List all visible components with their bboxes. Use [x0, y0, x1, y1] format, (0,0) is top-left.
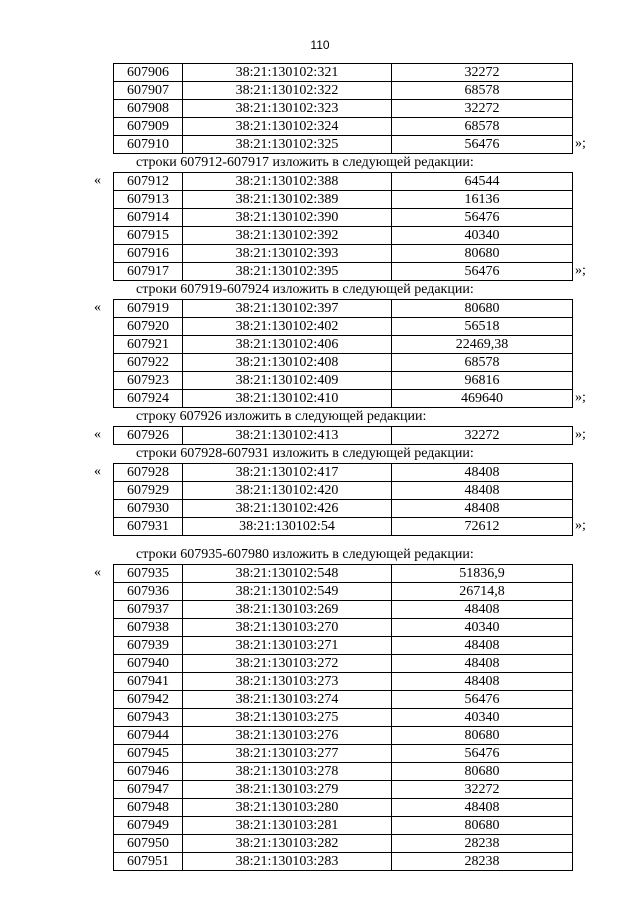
table-row [114, 245, 573, 263]
cadastral-number-cell: 38:21:130103:277 [183, 745, 392, 763]
row-id-cell: 607913 [114, 191, 183, 209]
value-cell: 56476 [392, 136, 573, 154]
value-cell: 56476 [392, 691, 573, 709]
row-id-cell: 607926 [114, 427, 183, 445]
page-number: 110 [310, 38, 330, 52]
table-row [114, 372, 573, 390]
table-row [114, 565, 573, 583]
table-row [114, 727, 573, 745]
quote-close-mark: »; [575, 518, 586, 533]
row-id-cell: 607916 [114, 245, 183, 263]
row-id-cell: 607920 [114, 318, 183, 336]
table-row [114, 136, 573, 154]
cadastral-number-cell: 38:21:130102:426 [183, 500, 392, 518]
cadastral-number-cell: 38:21:130103:270 [183, 619, 392, 637]
amendment-block [0, 445, 640, 536]
row-id-cell: 607950 [114, 835, 183, 853]
value-cell: 48408 [392, 500, 573, 518]
cadastral-number-cell: 38:21:130102:408 [183, 354, 392, 372]
row-id-cell: 607947 [114, 781, 183, 799]
table-row [114, 390, 573, 408]
cadastral-number-cell: 38:21:130103:273 [183, 673, 392, 691]
value-cell: 40340 [392, 227, 573, 245]
cadastral-number-cell: 38:21:130102:392 [183, 227, 392, 245]
row-id-cell: 607921 [114, 336, 183, 354]
value-cell: 48408 [392, 637, 573, 655]
table-row [114, 655, 573, 673]
table-row [114, 118, 573, 136]
cadastral-number-cell: 38:21:130102:417 [183, 464, 392, 482]
cadastral-number-cell: 38:21:130103:276 [183, 727, 392, 745]
value-cell: 68578 [392, 354, 573, 372]
row-id-cell: 607915 [114, 227, 183, 245]
table-row [114, 336, 573, 354]
table-row [114, 763, 573, 781]
register-table [113, 299, 573, 408]
row-id-cell: 607910 [114, 136, 183, 154]
value-cell: 28238 [392, 835, 573, 853]
value-cell: 51836,9 [392, 565, 573, 583]
row-id-cell: 607922 [114, 354, 183, 372]
cadastral-number-cell: 38:21:130102:389 [183, 191, 392, 209]
cadastral-number-cell: 38:21:130103:278 [183, 763, 392, 781]
value-cell: 80680 [392, 763, 573, 781]
value-cell: 48408 [392, 482, 573, 500]
cadastral-number-cell: 38:21:130103:279 [183, 781, 392, 799]
cadastral-number-cell: 38:21:130102:420 [183, 482, 392, 500]
value-cell: 32272 [392, 781, 573, 799]
table-row [114, 601, 573, 619]
row-id-cell: 607907 [114, 82, 183, 100]
amendment-block [0, 154, 640, 281]
cadastral-number-cell: 38:21:130103:280 [183, 799, 392, 817]
cadastral-number-cell: 38:21:130102:548 [183, 565, 392, 583]
table-row [114, 817, 573, 835]
quote-close-mark: »; [575, 390, 586, 405]
table-row [114, 781, 573, 799]
cadastral-number-cell: 38:21:130103:275 [183, 709, 392, 727]
amendment-heading: строки 607935-607980 изложить в следующей редакции: [136, 547, 474, 562]
cadastral-number-cell: 38:21:130102:406 [183, 336, 392, 354]
value-cell: 56518 [392, 318, 573, 336]
value-cell: 28238 [392, 853, 573, 871]
value-cell: 56476 [392, 263, 573, 281]
table-row [114, 799, 573, 817]
table-row [114, 300, 573, 318]
row-id-cell: 607909 [114, 118, 183, 136]
row-id-cell: 607945 [114, 745, 183, 763]
value-cell: 32272 [392, 100, 573, 118]
cadastral-number-cell: 38:21:130102:390 [183, 209, 392, 227]
quote-open-mark: « [94, 427, 101, 442]
table-row [114, 518, 573, 536]
row-id-cell: 607924 [114, 390, 183, 408]
row-id-cell: 607938 [114, 619, 183, 637]
value-cell: 469640 [392, 390, 573, 408]
value-cell: 40340 [392, 709, 573, 727]
row-id-cell: 607923 [114, 372, 183, 390]
value-cell: 48408 [392, 464, 573, 482]
register-table [113, 172, 573, 281]
cadastral-number-cell: 38:21:130102:413 [183, 427, 392, 445]
value-cell: 72612 [392, 518, 573, 536]
row-id-cell: 607914 [114, 209, 183, 227]
amendment-block [0, 281, 640, 408]
table-row [114, 482, 573, 500]
row-id-cell: 607931 [114, 518, 183, 536]
row-id-cell: 607951 [114, 853, 183, 871]
cadastral-number-cell: 38:21:130103:281 [183, 817, 392, 835]
table-row [114, 227, 573, 245]
row-id-cell: 607908 [114, 100, 183, 118]
value-cell: 80680 [392, 245, 573, 263]
row-id-cell: 607940 [114, 655, 183, 673]
cadastral-number-cell: 38:21:130102:323 [183, 100, 392, 118]
table-row [114, 82, 573, 100]
table-row [114, 263, 573, 281]
table-row [114, 673, 573, 691]
cadastral-number-cell: 38:21:130102:324 [183, 118, 392, 136]
table-row [114, 835, 573, 853]
row-id-cell: 607939 [114, 637, 183, 655]
row-id-cell: 607928 [114, 464, 183, 482]
cadastral-number-cell: 38:21:130103:283 [183, 853, 392, 871]
cadastral-number-cell: 38:21:130103:269 [183, 601, 392, 619]
document-content [0, 63, 640, 871]
register-table [113, 463, 573, 536]
amendment-heading: строки 607928-607931 изложить в следующей редакции: [136, 446, 474, 461]
amendment-heading: строки 607912-607917 изложить в следующей редакции: [136, 155, 474, 170]
value-cell: 80680 [392, 817, 573, 835]
value-cell: 48408 [392, 655, 573, 673]
table-row [114, 173, 573, 191]
table-row [114, 354, 573, 372]
quote-close-mark: »; [575, 263, 586, 278]
table-row [114, 318, 573, 336]
row-id-cell: 607919 [114, 300, 183, 318]
table-row [114, 709, 573, 727]
cadastral-number-cell: 38:21:130102:388 [183, 173, 392, 191]
amendment-block [0, 408, 640, 445]
cadastral-number-cell: 38:21:130102:321 [183, 64, 392, 82]
row-id-cell: 607949 [114, 817, 183, 835]
row-id-cell: 607935 [114, 565, 183, 583]
cadastral-number-cell: 38:21:130102:393 [183, 245, 392, 263]
quote-close-mark: »; [575, 427, 586, 442]
row-id-cell: 607917 [114, 263, 183, 281]
cadastral-number-cell: 38:21:130102:322 [183, 82, 392, 100]
quote-open-mark: « [94, 173, 101, 188]
row-id-cell: 607941 [114, 673, 183, 691]
value-cell: 32272 [392, 427, 573, 445]
table-row [114, 64, 573, 82]
row-id-cell: 607929 [114, 482, 183, 500]
row-id-cell: 607943 [114, 709, 183, 727]
table-row [114, 619, 573, 637]
cadastral-number-cell: 38:21:130102:397 [183, 300, 392, 318]
quote-open-mark: « [94, 464, 101, 479]
value-cell: 68578 [392, 82, 573, 100]
cadastral-number-cell: 38:21:130102:409 [183, 372, 392, 390]
cadastral-number-cell: 38:21:130102:549 [183, 583, 392, 601]
value-cell: 32272 [392, 64, 573, 82]
cadastral-number-cell: 38:21:130103:272 [183, 655, 392, 673]
table-row [114, 100, 573, 118]
row-id-cell: 607948 [114, 799, 183, 817]
table-row [114, 209, 573, 227]
amendment-block [0, 63, 640, 154]
quote-close-mark: »; [575, 136, 586, 151]
register-table [113, 426, 573, 445]
amendment-heading: строку 607926 изложить в следующей редакции: [136, 409, 427, 424]
cadastral-number-cell: 38:21:130102:402 [183, 318, 392, 336]
value-cell: 56476 [392, 209, 573, 227]
row-id-cell: 607944 [114, 727, 183, 745]
cadastral-number-cell: 38:21:130102:395 [183, 263, 392, 281]
cadastral-number-cell: 38:21:130103:274 [183, 691, 392, 709]
table-row [114, 427, 573, 445]
register-table [113, 63, 573, 154]
table-row [114, 691, 573, 709]
row-id-cell: 607942 [114, 691, 183, 709]
value-cell: 80680 [392, 727, 573, 745]
value-cell: 96816 [392, 372, 573, 390]
spacer [0, 536, 640, 546]
value-cell: 16136 [392, 191, 573, 209]
value-cell: 48408 [392, 673, 573, 691]
amendment-block [0, 546, 640, 871]
row-id-cell: 607906 [114, 64, 183, 82]
cadastral-number-cell: 38:21:130102:410 [183, 390, 392, 408]
value-cell: 48408 [392, 601, 573, 619]
table-row [114, 464, 573, 482]
value-cell: 56476 [392, 745, 573, 763]
table-row [114, 637, 573, 655]
row-id-cell: 607937 [114, 601, 183, 619]
row-id-cell: 607930 [114, 500, 183, 518]
table-row [114, 500, 573, 518]
quote-open-mark: « [94, 565, 101, 580]
quote-open-mark: « [94, 300, 101, 315]
register-table [113, 564, 573, 871]
table-row [114, 191, 573, 209]
cadastral-number-cell: 38:21:130103:282 [183, 835, 392, 853]
value-cell: 80680 [392, 300, 573, 318]
cadastral-number-cell: 38:21:130102:54 [183, 518, 392, 536]
cadastral-number-cell: 38:21:130103:271 [183, 637, 392, 655]
value-cell: 22469,38 [392, 336, 573, 354]
row-id-cell: 607946 [114, 763, 183, 781]
value-cell: 68578 [392, 118, 573, 136]
amendment-heading: строки 607919-607924 изложить в следующей редакции: [136, 282, 474, 297]
row-id-cell: 607936 [114, 583, 183, 601]
value-cell: 48408 [392, 799, 573, 817]
table-row [114, 853, 573, 871]
table-row [114, 583, 573, 601]
value-cell: 26714,8 [392, 583, 573, 601]
value-cell: 64544 [392, 173, 573, 191]
table-row [114, 745, 573, 763]
row-id-cell: 607912 [114, 173, 183, 191]
cadastral-number-cell: 38:21:130102:325 [183, 136, 392, 154]
value-cell: 40340 [392, 619, 573, 637]
